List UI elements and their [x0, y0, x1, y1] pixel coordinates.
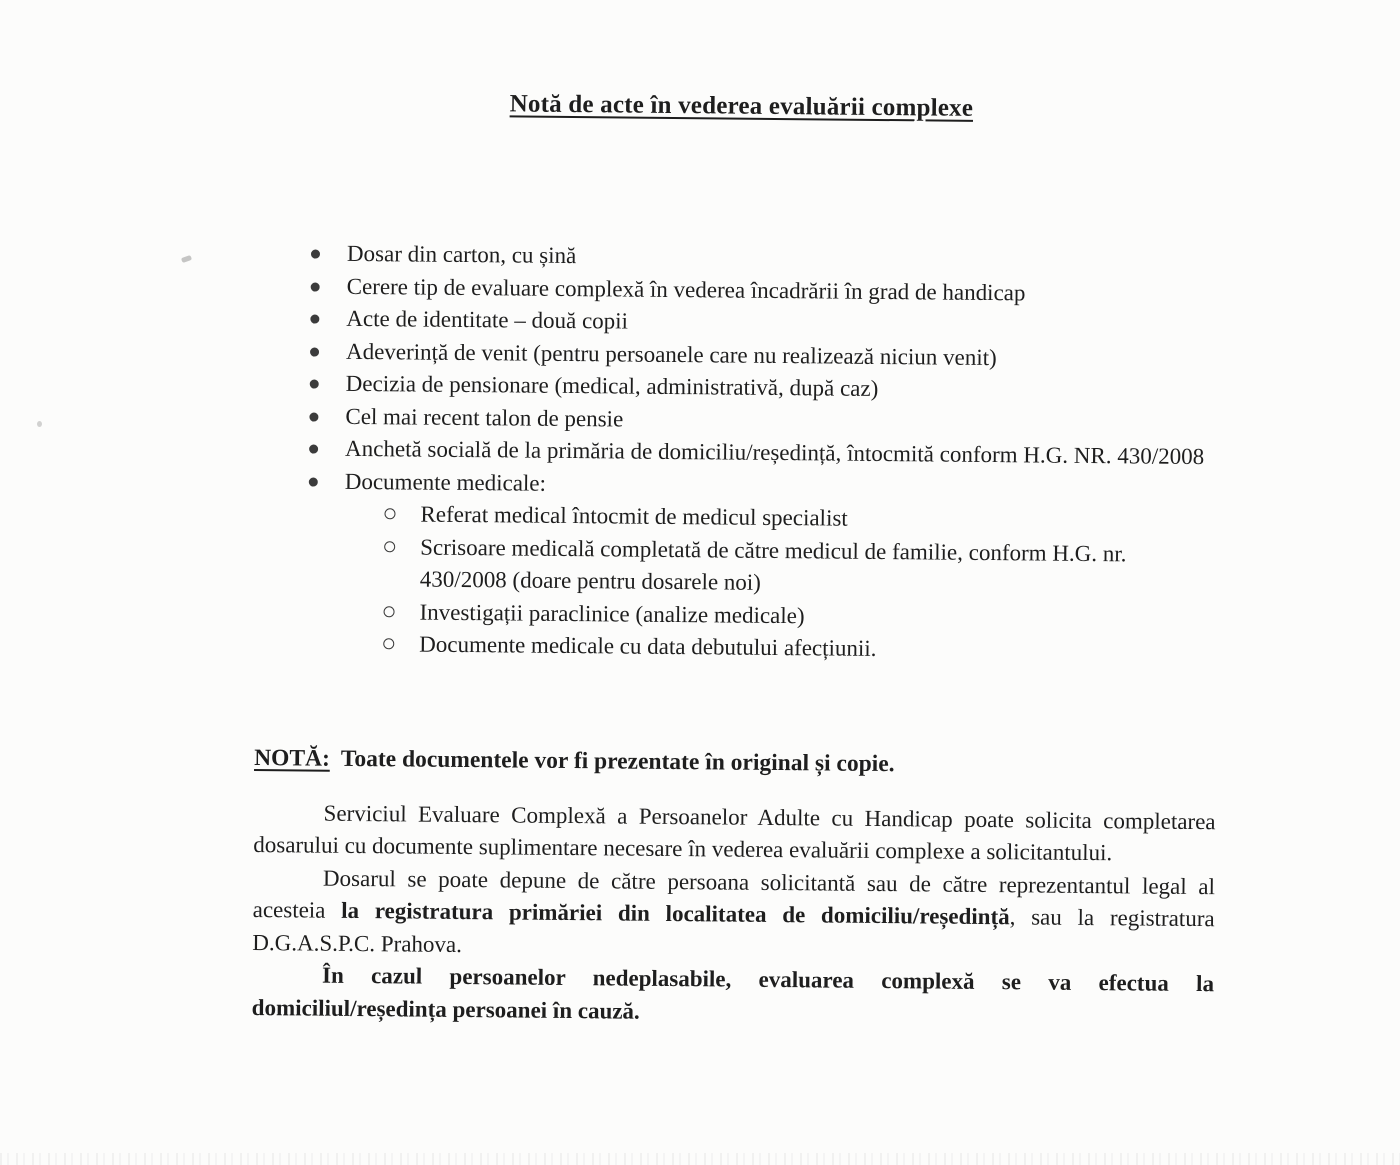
- circle-bullet-icon: [256, 530, 421, 597]
- list-item-text: Dosar din carton, cu șină: [346, 240, 577, 269]
- sub-list-item-text: Investigații paraclinice (analize medicale): [419, 599, 805, 628]
- paragraph-text: În cazul persoanelor nedeplasabile, evaluarea complexă se va efectua la domiciliul/reședința persoanei în cauză.: [251, 962, 1215, 1024]
- list-item-text: Adeverință de venit (pentru persoanele care nu realizează niciun venit): [345, 338, 997, 370]
- scan-artifact: [37, 421, 42, 427]
- document-title: Notă de acte în vederea evaluării complexe: [509, 90, 974, 122]
- sub-list-item-text: Referat medical întocmit de medicul specialist: [420, 501, 848, 531]
- bold-text: la registratura primăriei din localitatea de domiciliu/reședință: [341, 897, 1010, 930]
- list-item-text: Documente medicale:: [344, 468, 547, 496]
- document-body: [252, 85, 1223, 1033]
- scan-artifact: [181, 255, 192, 263]
- bullet-icon: [258, 335, 346, 368]
- paragraph-1: [253, 796, 1216, 870]
- medical-documents-sublist: [255, 497, 1219, 669]
- sub-list-item-text: Scrisoare medicală completată de către medicul de familie, conform H.G. nr. 430/2008 (doare pentru dosarele noi): [419, 534, 1127, 595]
- bullet-icon: [257, 432, 345, 465]
- list-item-text: Decizia de pensionare (medical, administrativă, după caz): [345, 370, 879, 401]
- paragraph-2: [252, 861, 1215, 968]
- bullet-icon: [257, 400, 345, 433]
- circle-bullet-icon: [255, 627, 419, 661]
- bullet-icon: [257, 465, 345, 498]
- bullet-icon: [258, 302, 346, 335]
- list-item-text: Anchetă socială de la primăria de domiciliu/reședință, întocmită conform H.G. NR. 430/2008: [345, 435, 1205, 470]
- note-line: [254, 741, 1216, 783]
- paragraph-text: Serviciul Evaluare Complexă a Persoanelor Adulte cu Handicap poate solicita completarea dosarului cu documente suplimentare necesare în vederea evaluării complexe a solicitantului.: [253, 800, 1216, 866]
- list-item-text: Cel mai recent talon de pensie: [345, 403, 624, 432]
- paragraph-3: [252, 959, 1215, 1033]
- bullet-icon: [259, 270, 347, 303]
- circle-bullet-icon: [256, 497, 420, 531]
- list-item-text: Acte de identitate – două copii: [346, 305, 629, 334]
- paragraph-text: Dosarul se poate depune de către persoana solicitantă sau de către reprezentantul legal al acesteia: [252, 865, 1216, 923]
- requirements-list: [257, 237, 1221, 506]
- bullet-icon: [258, 367, 346, 400]
- paragraph-text: , sau la registratura D.G.A.S.P.C. Prahova.: [252, 904, 1215, 957]
- sub-list-item-text: Documente medicale cu data debutului afecțiunii.: [419, 631, 877, 661]
- circle-bullet-icon: [255, 594, 419, 628]
- list-item-text: Cerere tip de evaluare complexă în vederea încadrării în grad de handicap: [346, 273, 1026, 305]
- bullet-icon: [259, 237, 347, 270]
- note-label: NOTĂ:: [254, 744, 331, 772]
- note-text: Toate documentele vor fi prezentate în original și copie.: [340, 745, 895, 777]
- sub-list-item: [256, 530, 1219, 604]
- scan-noise-strip: [0, 1153, 1400, 1165]
